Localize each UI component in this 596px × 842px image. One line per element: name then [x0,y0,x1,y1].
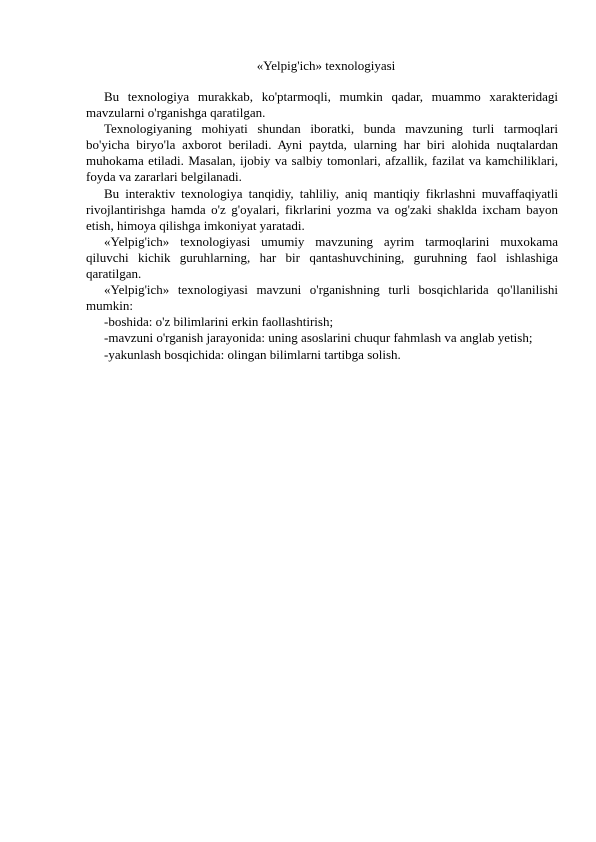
paragraph-groups: «Yelpig'ich» texnologiyasi umumiy mavzuning ayrim tarmoqlarini muxokama qiluvchi kichik guruhlarning, har bir qantashuvchining, guruhning faol ishlashiga qaratilgan. [86,233,558,282]
document-title: «Yelpig'ich» texnologiyasi [256,58,396,73]
paragraph-essence: Texnologiyaning mohiyati shundan iboratki, bunda mavzuning turli tarmoqlari bo'yicha biryo'la axborot beriladi. Ayni paytda, ularning har biri alohida nuqtalardan muhokama etiladi. Masalan, ijobiy va salbiy tomonlari, afzallik, fazilat va kamchiliklari, foyda va zararlari belgilanadi. [86,121,558,185]
list-item-final: -yakunlash bosqichida: olingan bilimlarni tartibga solish. [104,346,401,362]
list-item-start: -boshida: o'z bilimlarini erkin faollashtirish; [104,314,334,330]
paragraph-interactive: Bu interaktiv texnologiya tanqidiy, tahliliy, aniq mantiqiy fikrlashni muvaffaqiyatli rivojlantirishga hamda o'z g'oyalari, fikrlarini yozma va og'zaki shaklda ixcham bayon etish, himoya qilishga imkoniyat yaratadi. [86,185,558,233]
document-page [86,58,558,363]
paragraph-intro: Bu texnologiya murakkab, ko'ptarmoqli, mumkin qadar, muammo xarakteridagi mavzularni o'rganishga qaratilgan. [86,89,558,121]
list-item-process: -mavzuni o'rganish jarayonida: uning asoslarini chuqur fahmlash va anglab yetish; [104,330,533,346]
paragraph-stages: «Yelpig'ich» texnologiyasi mavzuni o'rganishning turli bosqichlarida qo'llanilishi mumkin: [86,282,558,314]
